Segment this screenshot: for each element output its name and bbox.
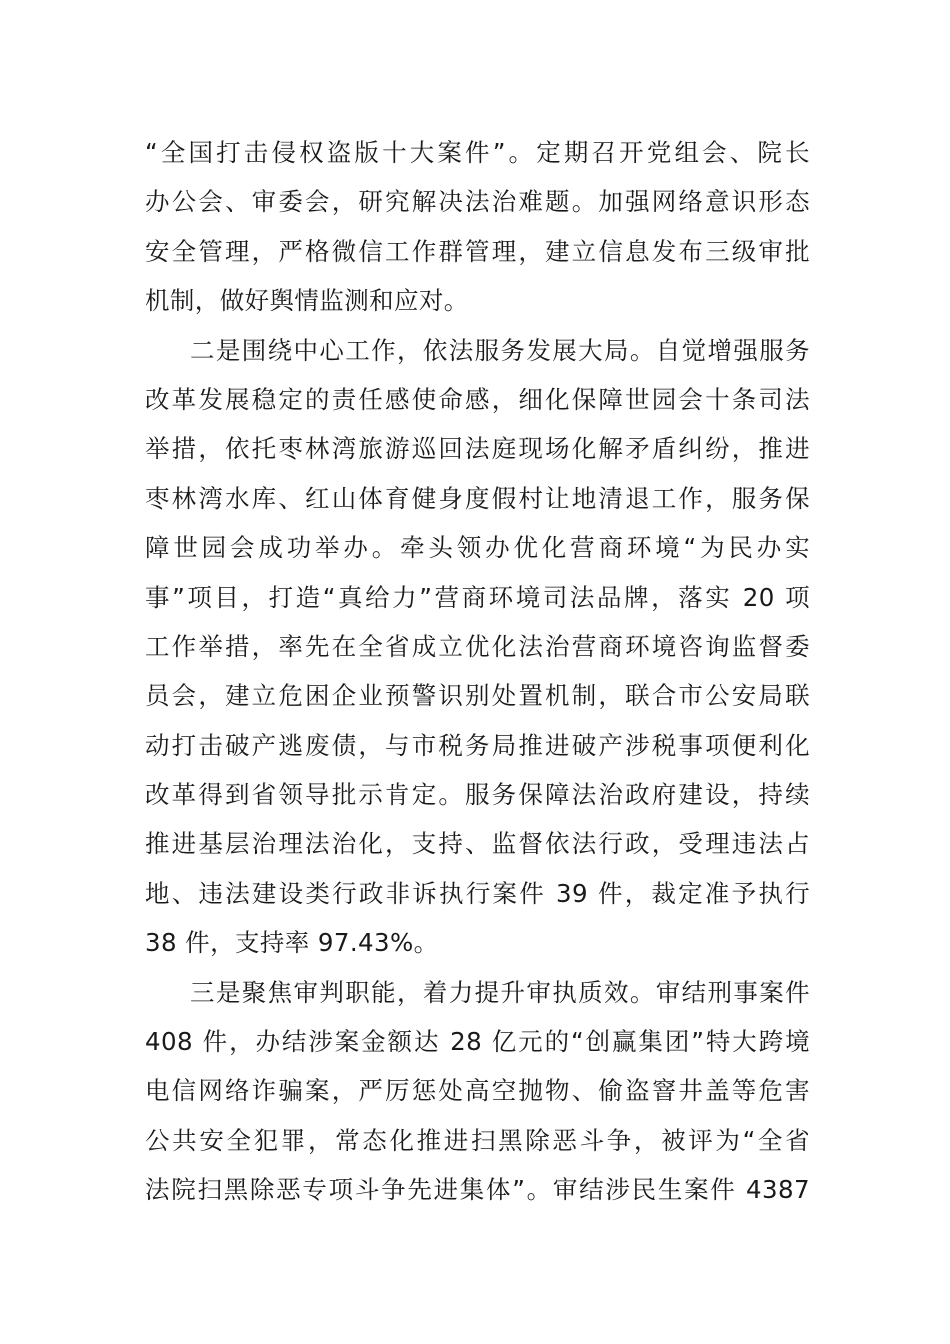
text-line: 法院扫黑除恶专项斗争先进集体”。审结涉民生案件 4387: [145, 1175, 810, 1205]
text-line: 机制，做好舆情监测和应对。: [145, 286, 469, 316]
text-line: 地、违法建设类行政非诉执行案件 39 件，裁定准予执行: [145, 878, 810, 908]
text-line: 公共安全犯罪，常态化推进扫黑除恶斗争，被评为“全省: [145, 1125, 810, 1155]
paragraph-first-line: 三是聚焦审判职能，着力提升审执质效。审结刑事案件: [190, 977, 810, 1007]
text-line: 推进基层治理法治化，支持、监督依法行政，受理违法占: [145, 829, 810, 859]
text-line: 事”项目，打造“真给力”营商环境司法品牌，落实 20 项: [145, 582, 810, 612]
text-line: 38 件，支持率 97.43%。: [145, 928, 439, 958]
text-line: “全国打击侵权盗版十大案件”。定期召开党组会、院长: [145, 138, 810, 167]
text-line: 员会，建立危困企业预警识别处置机制，联合市公安局联: [145, 681, 810, 711]
document-body: [145, 128, 810, 1215]
text-line: 改革得到省领导批示肯定。服务保障法治政府建设，持续: [145, 780, 810, 810]
text-line: 举措，依托枣林湾旅游巡回法庭现场化解矛盾纠纷，推进: [145, 434, 810, 464]
text-line: 电信网络诈骗案，严厉惩处高空抛物、偷盗窨井盖等危害: [145, 1076, 810, 1106]
text-line: 办公会、审委会，研究解决法治难题。加强网络意识形态: [145, 187, 810, 217]
text-line: 枣林湾水库、红山体育健身度假村让地清退工作，服务保: [145, 483, 810, 513]
text-line: 动打击破产逃废债，与市税务局推进破产涉税事项便利化: [145, 730, 810, 760]
text-line: 408 件，办结涉案金额达 28 亿元的“创赢集团”特大跨境: [145, 1027, 810, 1057]
text-line: 安全管理，严格微信工作群管理，建立信息发布三级审批: [145, 236, 810, 266]
text-line: 工作举措，率先在全省成立优化法治营商环境咨询监督委: [145, 631, 810, 661]
text-line: 改革发展稳定的责任感使命感，细化保障世园会十条司法: [145, 384, 810, 414]
text-line: 障世园会成功举办。牵头领办优化营商环境“为民办实: [145, 533, 810, 563]
paragraph-first-line: 二是围绕中心工作，依法服务发展大局。自觉增强服务: [190, 335, 810, 365]
